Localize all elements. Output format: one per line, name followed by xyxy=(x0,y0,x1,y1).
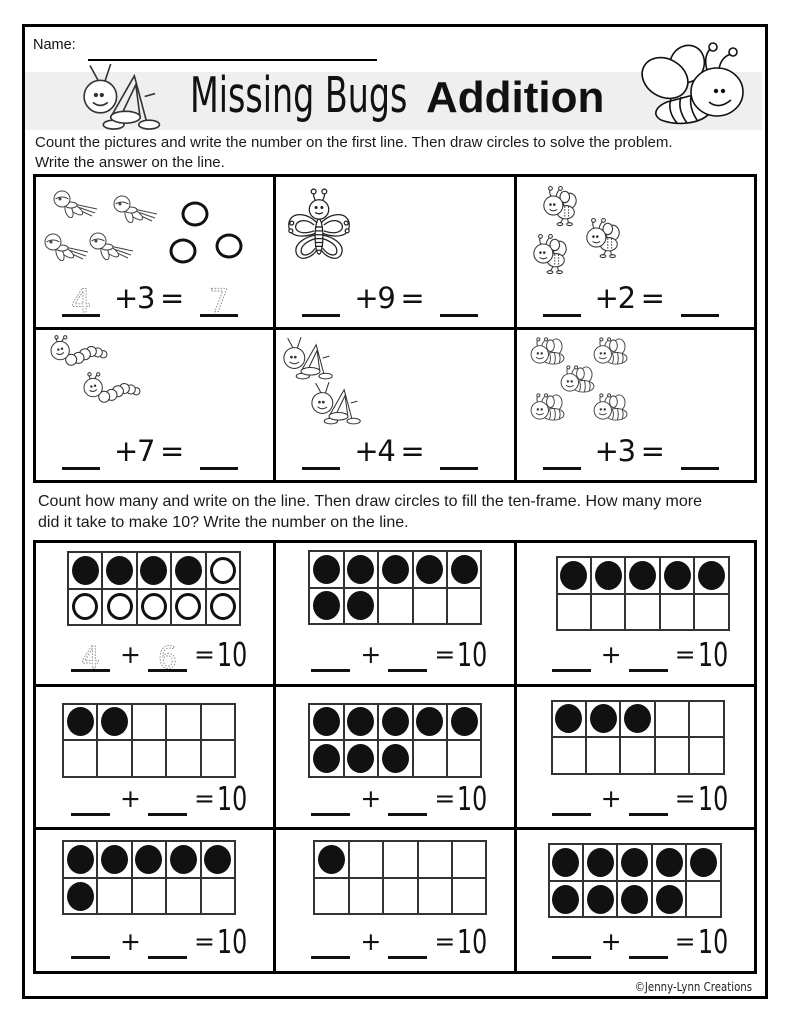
problem-card xyxy=(36,330,273,480)
ten-frame xyxy=(67,551,241,626)
ten-frame-card xyxy=(517,687,754,828)
equation xyxy=(36,922,273,962)
total-ten: 10 xyxy=(457,635,488,674)
count-blank[interactable] xyxy=(71,779,110,816)
counter-dot-filled xyxy=(67,845,94,874)
first-addend-blank[interactable] xyxy=(543,277,581,317)
plus-sign: + xyxy=(600,927,622,957)
counter-dot-filled xyxy=(656,885,683,914)
first-addend-blank[interactable] xyxy=(302,277,340,317)
first-addend-blank[interactable] xyxy=(62,430,100,470)
ant-icon xyxy=(282,337,337,381)
bee-icon xyxy=(530,337,567,366)
counter-dot-filled xyxy=(106,556,133,585)
copyright: ©Jenny-Lynn Creations xyxy=(634,980,752,994)
equals-sign: = xyxy=(674,640,696,669)
ten-frame-grid xyxy=(33,540,757,974)
counter-circle-drawn xyxy=(175,593,201,620)
count-blank[interactable] xyxy=(311,922,350,959)
instructions-part2-line2: did it take to make 10? Write the number on the line. xyxy=(38,514,409,531)
ten-frame xyxy=(551,700,725,775)
more-needed-blank[interactable] xyxy=(629,635,668,672)
counter-dot-filled xyxy=(552,848,579,877)
equals-sign: = xyxy=(640,281,665,315)
count-blank[interactable] xyxy=(552,635,591,672)
counter-circle-drawn xyxy=(210,593,236,620)
counter-dot-filled xyxy=(451,555,478,584)
missing-bugs-grid xyxy=(33,174,757,483)
counter-dot-filled xyxy=(698,561,725,590)
total-ten: 10 xyxy=(217,635,248,674)
counter-dot-filled xyxy=(101,845,128,874)
page-title: Missing Bugs xyxy=(190,67,408,124)
addend: 4 xyxy=(377,434,396,468)
ten-frame-cell xyxy=(315,842,347,877)
mosquito-icon xyxy=(112,195,158,223)
ten-frame-cell xyxy=(453,879,485,914)
instructions-part1-line2: Write the answer on the line. xyxy=(35,154,225,171)
counter-dot-filled xyxy=(382,555,409,584)
instructions-part1-line1: Count the pictures and write the number on the first line. Then draw circles to solve the problem. xyxy=(35,134,673,151)
ten-frame-cell xyxy=(592,558,624,593)
ten-frame-cell xyxy=(653,845,685,880)
problem-card xyxy=(517,177,754,327)
ten-frame-cell xyxy=(202,705,234,740)
counter-dot-filled xyxy=(347,744,374,773)
equals-sign: = xyxy=(674,927,696,957)
flying-bee-icon xyxy=(583,217,623,260)
equals-sign: = xyxy=(194,927,215,957)
ten-frame-cell xyxy=(448,741,480,776)
plus-sign: + xyxy=(120,783,141,813)
equation xyxy=(276,430,513,472)
counter-dot-filled xyxy=(313,555,340,584)
equals-sign: = xyxy=(400,281,425,315)
total-ten: 10 xyxy=(217,922,248,962)
ten-frame xyxy=(308,703,482,778)
problem-card xyxy=(276,177,513,327)
total-ten: 10 xyxy=(457,778,488,818)
equation xyxy=(276,779,513,819)
addend: 3 xyxy=(137,281,156,315)
ten-frame-cell xyxy=(379,552,411,587)
ten-frame-cell xyxy=(414,552,446,587)
ten-frame-cell xyxy=(350,879,382,914)
equation xyxy=(517,922,754,962)
ten-frame-cell xyxy=(103,590,135,625)
ten-frame-card xyxy=(36,543,273,684)
ten-frame-cell xyxy=(587,738,619,773)
ant-icon xyxy=(80,64,168,132)
ten-frame-card xyxy=(276,830,513,971)
ten-frame-cell xyxy=(414,589,446,624)
more-needed-blank[interactable] xyxy=(629,779,668,816)
mosquito-icon xyxy=(43,233,89,261)
ten-frame-cell xyxy=(138,553,170,588)
ten-frame-cell xyxy=(626,558,658,593)
plus-sign: + xyxy=(354,281,379,315)
counter-dot-filled xyxy=(595,561,622,590)
count-blank[interactable] xyxy=(552,922,591,959)
ten-frame-cell xyxy=(584,882,616,917)
ten-frame-cell xyxy=(64,879,96,914)
plus-sign: + xyxy=(360,783,382,813)
counter-dot-filled xyxy=(67,882,94,911)
mosquito-icon xyxy=(52,190,98,218)
addend: 2 xyxy=(617,281,637,315)
ten-frame-cell xyxy=(550,882,582,917)
problem-card xyxy=(276,330,513,480)
equals-sign: = xyxy=(434,927,456,957)
ten-frame-card xyxy=(517,543,754,684)
ten-frame xyxy=(62,840,236,915)
problem-card xyxy=(36,177,273,327)
total-ten: 10 xyxy=(217,778,248,818)
counter-dot-filled xyxy=(451,707,478,736)
ten-frame-cell xyxy=(379,589,411,624)
page-title-bold: Addition xyxy=(426,73,605,122)
bee-icon xyxy=(636,40,748,126)
counter-dot-filled xyxy=(664,561,691,590)
ten-frame-cell xyxy=(133,842,165,877)
ten-frame-card xyxy=(276,543,513,684)
more-needed-blank[interactable] xyxy=(388,922,427,959)
ten-frame-cell xyxy=(202,842,234,877)
addend: 9 xyxy=(377,281,396,315)
plus-sign: + xyxy=(120,927,141,957)
sum-blank[interactable] xyxy=(200,430,238,470)
ten-frame-card xyxy=(36,830,273,971)
ten-frame-cell xyxy=(626,595,658,630)
first-addend-blank[interactable] xyxy=(62,277,100,320)
counter-dot-filled xyxy=(313,744,340,773)
counter-dot-filled xyxy=(552,885,579,914)
ten-frame-cell xyxy=(419,842,451,877)
equals-sign: = xyxy=(194,640,215,669)
equation xyxy=(36,779,273,819)
ten-frame-card xyxy=(517,830,754,971)
ten-frame-cell xyxy=(584,845,616,880)
butterfly-icon xyxy=(285,188,353,262)
ten-frame-cell xyxy=(414,741,446,776)
ten-frame-card xyxy=(36,687,273,828)
counter-dot-filled xyxy=(621,885,648,914)
more-needed-blank[interactable] xyxy=(148,779,187,816)
sum-blank[interactable] xyxy=(440,277,478,317)
ten-frame-cell xyxy=(207,590,239,625)
mosquito-icon xyxy=(88,232,134,260)
equation xyxy=(517,779,754,819)
ten-frame xyxy=(308,550,482,625)
ten-frame-cell xyxy=(98,842,130,877)
counter-dot-filled xyxy=(318,845,345,874)
ten-frame-cell xyxy=(558,558,590,593)
caterpillar-icon xyxy=(80,372,143,405)
ten-frame-cell xyxy=(661,595,693,630)
ten-frame-cell xyxy=(695,558,727,593)
equals-sign: = xyxy=(434,783,456,813)
equation xyxy=(36,430,273,472)
ten-frame-cell xyxy=(98,705,130,740)
counter-dot-filled xyxy=(382,707,409,736)
ten-frame-cell xyxy=(345,589,377,624)
bee-icon xyxy=(560,365,597,394)
plus-sign: + xyxy=(360,927,382,957)
more-needed-blank[interactable] xyxy=(388,635,427,672)
drawn-circle xyxy=(170,239,197,264)
traced-number xyxy=(62,277,100,320)
counter-dot-filled xyxy=(555,704,582,733)
plus-sign: + xyxy=(600,783,622,813)
drawn-circle xyxy=(216,234,243,259)
equation xyxy=(276,635,513,675)
caterpillar-icon xyxy=(47,335,110,368)
ten-frame-cell xyxy=(384,879,416,914)
ten-frame-card xyxy=(276,687,513,828)
equation xyxy=(276,277,513,319)
counter-dot-filled xyxy=(347,707,374,736)
ten-frame-cell xyxy=(133,705,165,740)
svg-text:4: 4 xyxy=(80,641,101,676)
counter-dot-filled xyxy=(587,885,614,914)
ten-frame-cell xyxy=(661,558,693,593)
bee-icon xyxy=(593,393,630,422)
ten-frame-cell xyxy=(345,705,377,740)
ten-frame-cell xyxy=(310,589,342,624)
counter-dot-filled xyxy=(621,848,648,877)
ten-frame-cell xyxy=(167,741,199,776)
counter-dot-filled xyxy=(175,556,202,585)
svg-text:6: 6 xyxy=(157,641,178,676)
ten-frame-cell xyxy=(621,738,653,773)
counter-dot-filled xyxy=(382,744,409,773)
equation xyxy=(517,430,754,472)
counter-dot-filled xyxy=(204,845,231,874)
count-blank[interactable] xyxy=(311,779,350,816)
total-ten: 10 xyxy=(697,778,728,818)
bee-icon xyxy=(530,393,567,422)
ten-frame-cell xyxy=(167,879,199,914)
ten-frame-cell xyxy=(310,741,342,776)
plus-sign: + xyxy=(594,281,619,315)
counter-dot-filled xyxy=(170,845,197,874)
equals-sign: = xyxy=(400,434,425,468)
count-blank[interactable] xyxy=(311,635,350,672)
name-field[interactable] xyxy=(88,59,377,61)
counter-dot-filled xyxy=(101,707,128,736)
equation xyxy=(36,635,273,675)
addend: 3 xyxy=(617,434,637,468)
ten-frame-cell xyxy=(207,553,239,588)
ant-icon xyxy=(310,382,365,426)
ten-frame-cell xyxy=(345,552,377,587)
ten-frame-cell xyxy=(103,553,135,588)
ten-frame-cell xyxy=(695,595,727,630)
equation xyxy=(517,635,754,675)
ten-frame-cell xyxy=(69,590,101,625)
ten-frame-cell xyxy=(98,741,130,776)
total-ten: 10 xyxy=(457,922,488,962)
counter-dot-filled xyxy=(313,591,340,620)
plus-sign: + xyxy=(120,640,141,669)
equals-sign: = xyxy=(434,640,456,669)
ten-frame-cell xyxy=(133,879,165,914)
ten-frame-cell xyxy=(618,845,650,880)
problem-card xyxy=(517,330,754,480)
counter-dot-filled xyxy=(590,704,617,733)
traced-number xyxy=(200,277,238,320)
ten-frame-cell xyxy=(592,595,624,630)
ten-frame-cell xyxy=(64,741,96,776)
drawn-circle xyxy=(182,202,209,227)
flying-bee-icon xyxy=(530,233,570,276)
ten-frame xyxy=(556,556,730,631)
ten-frame xyxy=(62,703,236,778)
count-blank[interactable] xyxy=(71,922,110,959)
ten-frame-cell xyxy=(167,842,199,877)
ten-frame-cell xyxy=(414,705,446,740)
ten-frame-cell xyxy=(553,702,585,737)
counter-circle-drawn xyxy=(107,593,133,620)
ten-frame-cell xyxy=(315,879,347,914)
name-label: Name: xyxy=(33,37,76,53)
plus-sign: + xyxy=(360,640,382,669)
ten-frame-cell xyxy=(419,879,451,914)
ten-frame-cell xyxy=(379,741,411,776)
first-addend-blank[interactable] xyxy=(543,430,581,470)
ten-frame-cell xyxy=(448,552,480,587)
total-ten: 10 xyxy=(697,635,728,674)
total-ten: 10 xyxy=(697,922,728,962)
ten-frame-cell xyxy=(310,705,342,740)
ten-frame-cell xyxy=(690,702,722,737)
count-blank[interactable] xyxy=(552,779,591,816)
equation xyxy=(517,277,754,319)
ten-frame-cell xyxy=(133,741,165,776)
counter-dot-filled xyxy=(313,707,340,736)
ten-frame-cell xyxy=(172,590,204,625)
svg-text:4: 4 xyxy=(70,282,92,320)
traced-number xyxy=(71,635,110,676)
plus-sign: + xyxy=(600,640,622,669)
counter-dot-filled xyxy=(67,707,94,736)
plus-sign: + xyxy=(354,434,379,468)
ten-frame-cell xyxy=(558,595,590,630)
ten-frame-cell xyxy=(69,553,101,588)
ten-frame-cell xyxy=(690,738,722,773)
counter-circle-drawn xyxy=(210,557,236,584)
ten-frame-cell xyxy=(379,705,411,740)
count-blank[interactable] xyxy=(71,635,110,676)
plus-sign: + xyxy=(594,434,619,468)
ten-frame-cell xyxy=(587,702,619,737)
ten-frame-cell xyxy=(653,882,685,917)
counter-dot-filled xyxy=(416,707,443,736)
counter-circle-drawn xyxy=(141,593,167,620)
counter-dot-filled xyxy=(140,556,167,585)
sum-blank[interactable] xyxy=(681,277,719,317)
ten-frame-cell xyxy=(138,590,170,625)
counter-dot-filled xyxy=(690,848,717,877)
ten-frame-cell xyxy=(167,705,199,740)
ten-frame xyxy=(313,840,487,915)
counter-dot-filled xyxy=(656,848,683,877)
addend: 7 xyxy=(137,434,156,468)
ten-frame-cell xyxy=(621,702,653,737)
first-addend-blank[interactable] xyxy=(302,430,340,470)
ten-frame-cell xyxy=(453,842,485,877)
ten-frame-cell xyxy=(448,705,480,740)
equals-sign: = xyxy=(160,281,185,315)
sum-blank[interactable] xyxy=(200,277,238,320)
ten-frame-cell xyxy=(618,882,650,917)
counter-dot-filled xyxy=(624,704,651,733)
equals-sign: = xyxy=(160,434,185,468)
counter-dot-filled xyxy=(135,845,162,874)
equals-sign: = xyxy=(194,783,215,813)
ten-frame-cell xyxy=(345,741,377,776)
counter-dot-filled xyxy=(347,591,374,620)
ten-frame-cell xyxy=(687,845,719,880)
equation xyxy=(276,922,513,962)
ten-frame-cell xyxy=(656,702,688,737)
flying-bee-icon xyxy=(540,185,580,228)
ten-frame-cell xyxy=(350,842,382,877)
ten-frame-cell xyxy=(98,879,130,914)
counter-dot-filled xyxy=(560,561,587,590)
equation xyxy=(36,277,273,319)
bee-icon xyxy=(593,337,630,366)
ten-frame-cell xyxy=(550,845,582,880)
counter-dot-filled xyxy=(587,848,614,877)
equals-sign: = xyxy=(674,783,696,813)
traced-number xyxy=(148,635,187,676)
counter-circle-drawn xyxy=(72,593,98,620)
more-needed-blank[interactable] xyxy=(148,635,187,676)
ten-frame-cell xyxy=(687,882,719,917)
sum-blank[interactable] xyxy=(440,430,478,470)
ten-frame-cell xyxy=(64,705,96,740)
plus-sign: + xyxy=(114,434,139,468)
ten-frame-cell xyxy=(202,879,234,914)
counter-dot-filled xyxy=(347,555,374,584)
ten-frame xyxy=(548,843,722,918)
equals-sign: = xyxy=(640,434,665,468)
more-needed-blank[interactable] xyxy=(148,922,187,959)
more-needed-blank[interactable] xyxy=(629,922,668,959)
ten-frame-cell xyxy=(448,589,480,624)
ten-frame-cell xyxy=(656,738,688,773)
svg-text:7: 7 xyxy=(208,282,230,320)
ten-frame-cell xyxy=(172,553,204,588)
sum-blank[interactable] xyxy=(681,430,719,470)
more-needed-blank[interactable] xyxy=(388,779,427,816)
counter-dot-filled xyxy=(72,556,99,585)
ten-frame-cell xyxy=(202,741,234,776)
plus-sign: + xyxy=(114,281,139,315)
counter-dot-filled xyxy=(416,555,443,584)
ten-frame-cell xyxy=(310,552,342,587)
instructions-part2-line1: Count how many and write on the line. Then draw circles to fill the ten-frame. How many more xyxy=(38,493,702,510)
ten-frame-cell xyxy=(553,738,585,773)
ten-frame-cell xyxy=(64,842,96,877)
ten-frame-cell xyxy=(384,842,416,877)
counter-dot-filled xyxy=(629,561,656,590)
